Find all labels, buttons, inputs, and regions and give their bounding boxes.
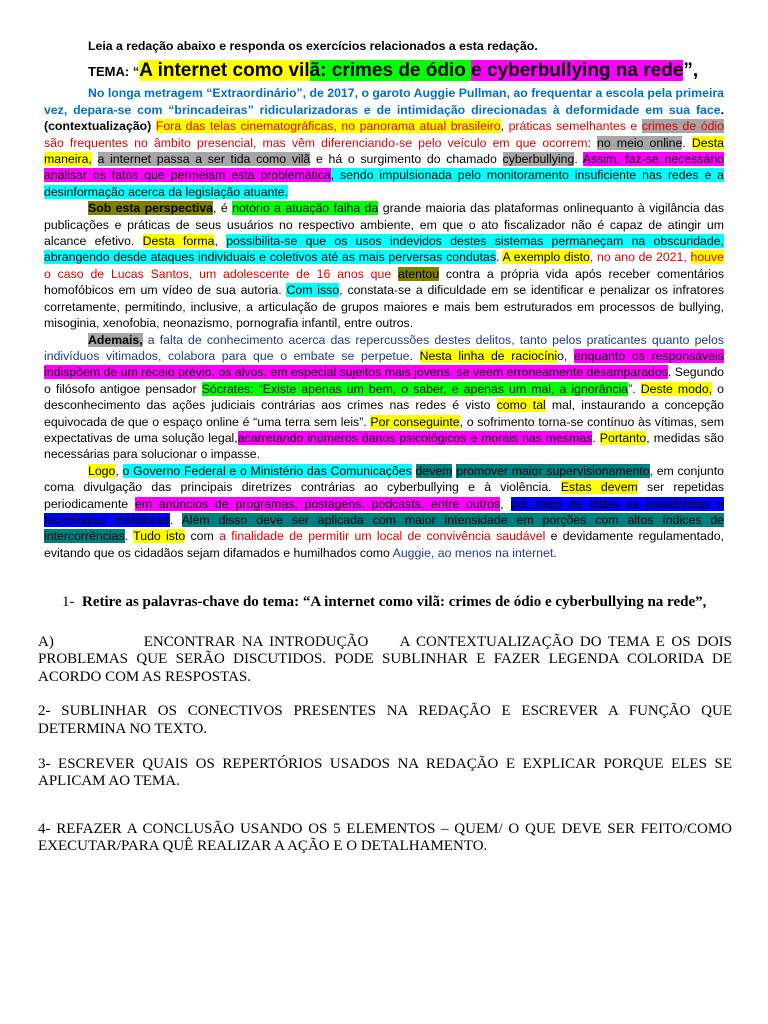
tema-title-part2: ã: crimes de ódio [309, 60, 472, 82]
highlight-segment: houve [690, 250, 725, 265]
text-segment: , [500, 496, 511, 511]
text-segment: , [115, 463, 123, 478]
text-segment: . [682, 135, 692, 150]
connective-highlight: Nesta linha de raciocíni [419, 348, 558, 363]
highlight-segment: notório a atuação falha da [232, 201, 379, 216]
question-a: A) ENCONTRAR NA INTRODUÇÃO A CONTEXTUALIZAÇÃO DO TEMA E OS DOIS PROBLEMAS QUE SERÃO DISCUTIDOS. PODE SUBLINHAR E FAZER LEGENDA COLORIDA DE ACORDO COM AS RESPOSTAS. [38, 633, 736, 685]
text-segment: . [409, 348, 420, 363]
highlight-segment: acarretando inúmeros danos psicológicos e morais nas mesmas [237, 430, 593, 445]
text-segment: com [185, 529, 220, 544]
paragraph-introduction [44, 85, 724, 200]
text-segment: . Segundo o filósofo antigoe pensador [44, 365, 724, 396]
highlight-segment: crimes de ódio [641, 119, 724, 134]
connective-highlight: Além disso [181, 512, 248, 527]
text-segment: . [169, 512, 182, 527]
question-2: 2- SUBLINHAR OS CONECTIVOS PRESENTES NA REDAÇÃO E ESCREVER A FUNÇÃO QUE DETERMINA NO TEXTO. [38, 703, 732, 737]
text-segment: ser repetidas periodicamente [44, 480, 724, 511]
highlight-segment: enquanto os responsáveis indispõem de um receio prévio, os alvos, em especial sujeitos mais jovens, se veem erroneamente desamparados [44, 348, 724, 380]
text-segment: ”. [628, 381, 641, 396]
highlight-segment: a internet passa a ser tida como vilã [97, 152, 311, 167]
text-segment: , o sofrimento torna-se contínuo às vítimas, sem expectativas de uma solução legal, [44, 414, 724, 445]
connective-highlight: Deste modo, [640, 381, 713, 396]
text-segment: o caso de Lucas Santos, um adolescente de 16 anos que [44, 266, 399, 281]
text-segment: mal, instaurando a concepção equivocada de que o espaço online é “uma terra sem leis”. [44, 398, 724, 429]
connective-highlight: Desta maneira, [44, 135, 724, 167]
tema-title-part1: A internet como vil [139, 60, 310, 82]
question-1-text: Retire as palavras-chave do tema: “A internet como vilã: crimes de ódio e cyberbullying na rede”, [82, 594, 707, 610]
connective-highlight: Ademais, [88, 332, 143, 347]
repertoire-text: No longa metragem “Extraordinário”, de 2017, o garoto Auggie Pullman, ao frequentar a escola pela primeira vez, depara-se com “brincadeiras” ridicularizadoras e de intimidação direcionadas à deformidade em sua face [44, 86, 724, 117]
text-segment: . [496, 250, 503, 265]
highlight-segment: possibilita-se que os usos indevidos destes sistemas permaneçam na obscuridade, abrangendo desde ataques individuais e coletivos até as mais perversas condutas [44, 234, 724, 265]
connective-highlight: Portanto [599, 430, 647, 445]
connective-highlight: Sob esta perspectiva [88, 201, 214, 216]
connective-highlight: Com isso [286, 283, 340, 298]
connective-highlight: A exemplo disto [502, 250, 590, 265]
tema-title-part3: e cyberbullying na rede [471, 60, 684, 82]
text-segment: a falta de conhecimento acerca das repercussões destes delitos, tanto pelos praticantes quanto pelos indivíduos vitimados, colabora para que o embate se perpetue [44, 332, 724, 363]
tema-title-part4: ”, [683, 60, 699, 82]
text-segment: . [553, 545, 557, 560]
paragraph-development-1 [44, 200, 724, 331]
text-segment: , em conjunto coma divulgação das principais diretrizes contrárias ao cyberbullying e à violência. [44, 463, 724, 495]
means-highlight: em anúncios de programas, postagens, podcasts, entre outros [134, 496, 501, 511]
text-segment: , constata-se a dificuldade em se identificar e penalizar os infratores corretamente, permitindo, inclusive, a articulação de grupos maiores e mais bem estruturados em processos de bullying, misoginia, xenofobia, neonazismo, pornografia infantil, entre outros. [44, 283, 725, 331]
text-segment: o, [557, 348, 574, 363]
means-highlight: por meio de todas as plataformas e tecnologias midiáticas [44, 496, 724, 527]
text-segment: contra a própria vida após receber comentários homofóbicos em um vídeo de sua autoria [44, 266, 725, 298]
text-segment: . [592, 430, 600, 445]
highlight-segment: Fora das telas cinematográficas, no panorama atual brasileiro [155, 119, 501, 134]
question-3: 3- ESCREVER QUAIS OS REPERTÓRIOS USADOS NA REDAÇÃO E EXPLICAR PORQUE ELES SE APLICAM AO TEMA. [38, 755, 732, 790]
connective-highlight: Assim, [582, 152, 620, 167]
essay [44, 38, 724, 561]
text-segment: o desconhecimento das ações judiciais contrárias aos crimes nas redes é visto [44, 381, 725, 413]
instructions: Leia a redação abaixo e responda os exercícios relacionados a esta redação. [88, 39, 538, 53]
text-segment: são frequentes no âmbito presencial, mas vêm diferenciando-se pelo veículo em que ocorrem [44, 135, 588, 150]
action-highlight: promover maior supervisionamento [456, 463, 650, 478]
text-segment: práticas semelhantes e [508, 119, 642, 134]
connective-highlight: Por conseguinte [370, 414, 460, 429]
repertoire-highlight: Sócrates: “Existe apenas um bem, o saber, e apenas um mal, a ignorância [201, 381, 629, 396]
text-segment: , [214, 234, 227, 249]
text-segment: e há o surgimento do chamado [310, 152, 503, 167]
highlight-segment: no meio online [596, 135, 683, 150]
exercise-list [38, 594, 736, 856]
text-segment: , [500, 119, 509, 134]
text-segment: , medidas são necessárias para solucionar o impasse. [44, 430, 724, 462]
text-segment: e devidamente regulamentado, evitando que os cidadãos sejam difamados e humilhados como [44, 529, 724, 560]
agent-highlight: o Governo Federal e o Ministério das Comunicações [122, 463, 412, 478]
connective-highlight: Tudo isto [133, 529, 186, 544]
text-segment: , é [213, 201, 233, 216]
text-segment: . [574, 152, 583, 167]
text-segment: : [587, 135, 597, 150]
highlight-segment: faz-se necessário analisar os fatos que permeiam esta problemática [44, 152, 724, 183]
contextualization-note: .(contextualização) [44, 102, 724, 134]
text-segment: , no ano de 2021, [589, 250, 691, 265]
purpose-text: a finalidade de permitir um local de convivência saudável [219, 529, 546, 544]
highlight-segment: , sendo impulsionada pelo monitoramento insuficiente nas redes e a desinformação acerca da legislação atuante. [44, 168, 724, 199]
connective-highlight: Desta forma [142, 234, 215, 249]
repertoire-text: Auggie, ao menos na internet [392, 545, 554, 560]
detail-highlight: deve ser aplicada com maior intensidade em porções com altos índices de intercorrências [44, 512, 725, 544]
paragraph-development-2 [44, 332, 724, 463]
question-4: 4- REFAZER A CONCLUSÃO USANDO OS 5 ELEMENTOS – QUEM/ O QUE DEVE SER FEITO/COMO EXECUTAR/PARA QUÊ REALIZAR A AÇÃO E O DETALHAMENTO. [38, 820, 732, 855]
text-segment: grande maioria das plataformas onlinequanto à vigilância das publicações e práticas de seus usuários no respectivo ambiente, em que o ato fiscalizador não é capaz de atingir um alcance efetivo. [44, 201, 724, 249]
text-segment: . [278, 283, 287, 298]
tema-line [44, 60, 724, 83]
highlight-segment: atentou [398, 266, 440, 281]
highlight-segment: cyberbullying [502, 152, 575, 167]
highlight-segment: devem [415, 463, 453, 478]
text-segment: . [124, 529, 134, 544]
question-1 [38, 594, 732, 612]
text-segment [92, 152, 98, 166]
text-segment [412, 464, 416, 478]
highlight-segment: como tal [496, 398, 546, 413]
connective-highlight: Estas devem [560, 480, 638, 495]
question-1-number: 1- [62, 594, 75, 610]
paragraph-conclusion [44, 463, 724, 561]
tema-label: TEMA: “ [88, 64, 140, 80]
connective-highlight: Logo [88, 463, 116, 478]
